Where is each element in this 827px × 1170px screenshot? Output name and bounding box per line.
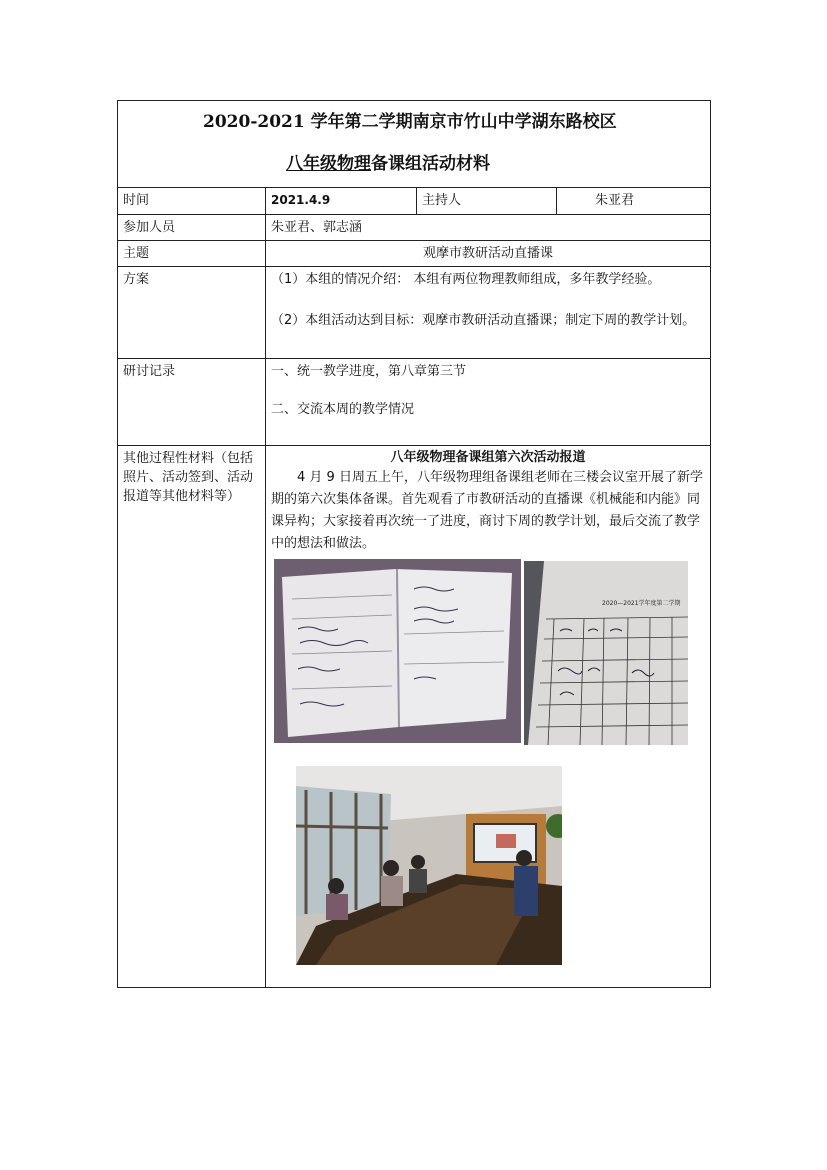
report-body: 4 月 9 日周五上午，八年级物理组备课组老师在三楼会议室开展了新学期的第六次集体备课。首先观看了市教研活动的直播课《机械能和内能》同课异构；大家接着再次统一了进度，商讨下周的教学计划，最后交流了教学中的想法和做法。: [271, 470, 703, 551]
signin-sheet-caption: 2020—2021学年度第二学期: [602, 600, 681, 607]
host-label: 主持人: [417, 188, 557, 215]
host-value: 朱亚君: [557, 188, 711, 215]
time-value: 2021.4.9: [266, 188, 417, 215]
photo-meeting-room: [296, 766, 562, 965]
other-label: 其他过程性材料（包括照片、活动签到、活动报道等其他材料等）: [118, 446, 266, 988]
photo-signin-sheet: [524, 561, 688, 745]
other-content: [266, 446, 711, 988]
subtitle-underlined: 八年级物理: [286, 154, 371, 174]
plan-label: 方案: [118, 267, 266, 359]
time-label: 时间: [118, 188, 266, 215]
plan-item: （2）本组活动达到目标：观摩市教研活动直播课；制定下周的教学计划。: [271, 313, 696, 328]
report-title: 八年级物理备课组第六次活动报道: [390, 450, 586, 465]
document-subtitle: [286, 155, 490, 174]
photo-notebook: [274, 559, 521, 743]
activity-table: [117, 100, 711, 988]
photo-area: [271, 555, 705, 965]
plan-content: [266, 267, 711, 359]
document-header: [118, 101, 711, 188]
document-title: 2020-2021 学年第二学期南京市竹山中学湖东路校区: [203, 112, 617, 132]
record-label: 研讨记录: [118, 359, 266, 446]
record-item: 二、交流本周的教学情况: [271, 402, 415, 417]
participants-label: 参加人员: [118, 215, 266, 241]
topic-label: 主题: [118, 241, 266, 267]
plan-item: （1）本组的情况介绍： 本组有两位物理教师组成，多年教学经验。: [271, 272, 661, 287]
record-item: 一、统一教学进度，第八章第三节: [271, 364, 467, 379]
participants-value: 朱亚君、郭志涵: [266, 215, 711, 241]
subtitle-rest: 备课组活动材料: [371, 154, 490, 174]
document: [117, 100, 710, 988]
record-content: [266, 359, 711, 446]
topic-value: 观摩市教研活动直播课: [266, 241, 711, 267]
